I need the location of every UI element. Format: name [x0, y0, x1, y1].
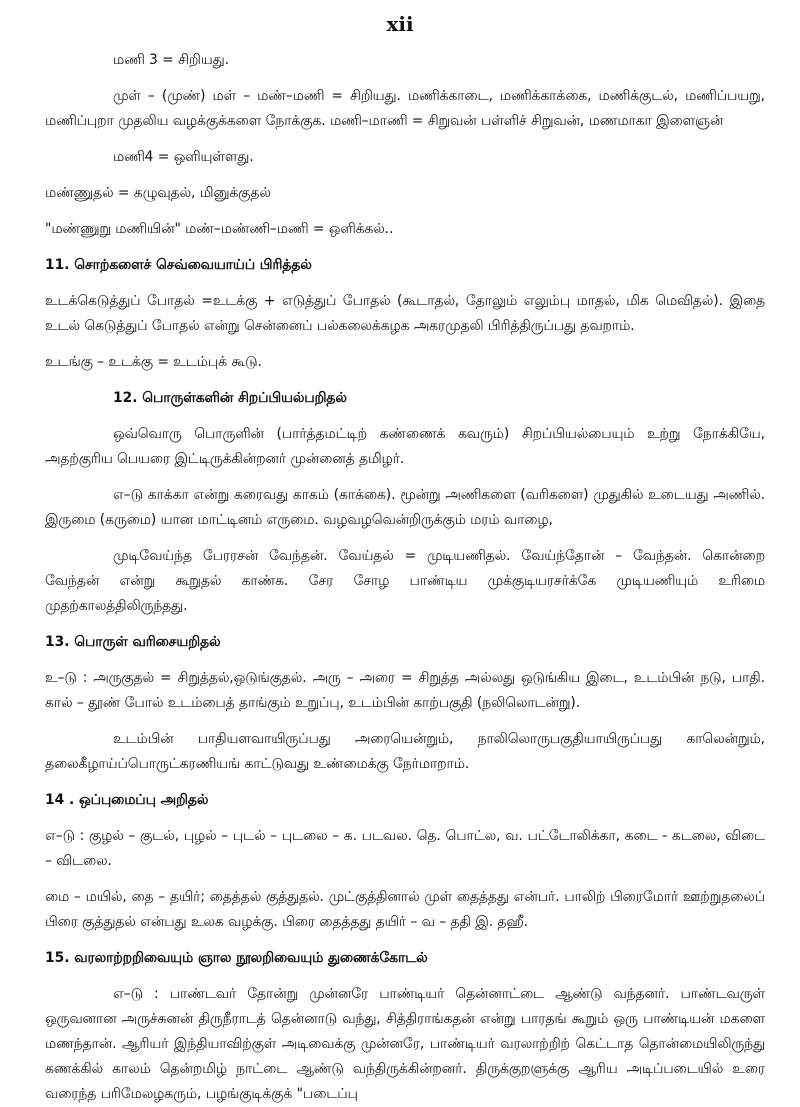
section-heading: 15. வரலாற்றறிவையும் ஞால நூலறிவையும் துணைக்கோடல்	[45, 950, 428, 966]
section-heading: 11. சொற்களைச் செவ்வையாய்ப் பிரித்தல்	[45, 257, 312, 273]
section-heading: 14 . ஒப்புமைப்பு அறிதல்	[45, 792, 209, 808]
paragraph: மண்ணுதல் = கழுவுதல், மினுக்குதல்	[45, 185, 271, 201]
paragraph: மணி 3 = சிறியது.	[113, 52, 229, 68]
paragraph: எ–டு காக்கா என்று கரைவது காகம் (காக்கை). மூன்று அணிகளை (வரிகளை) முதுகில் உடையது அணில். இருமை (கருமை) யான மாட்டினம் எருமை. வழவழவென்றிருக்கும் மரம் வாழை,	[45, 487, 765, 528]
paragraph: "மண்ணுறு மணியின்" மண்–மண்ணி–மணி = ஒளிக்கல்..	[45, 221, 394, 237]
paragraph: மணி4 = ஒளியுள்ளது.	[113, 149, 254, 165]
paragraph: எ–டு : பாண்டவர் தோன்று முன்னரே பாண்டியர் தென்னாட்டை ஆண்டு வந்தனர். பாண்டவருள் ஒருவனான அருச்சுனன் திருநீராடத் தென்னாடு வந்து, சித்திராங்கதன் என்று பாரதங் கூறும் ஒரு பாண்டியன் மகளை மணந்தான். ஆரியர் இந்தியாவிற்குள் அடிவைக்கு முன்னரே, பாண்டியர் வரலாற்றிற் கெட்டாத தொன்மையிலிருந்து கணக்கில் காலம் தென்றமிழ் நாட்டை ஆண்டு வந்திருக்கின்றனர். திருக்குறளுக்கு ஆரிய அடிப்படையில் உரை வரைந்த பரிமேலழகரும், பழங்குடிக்குக் "படைப்பு	[45, 986, 765, 1102]
page-number: xii	[386, 12, 414, 36]
paragraph: ஒவ்வொரு பொருளின் (பார்த்தமட்டிற் கண்ணைக் கவரும்) சிறப்பியல்பையும் உற்று நோக்கியே, அதற்குரிய பெயரை இட்டிருக்கின்றனர் முன்னைத் தமிழர்.	[45, 426, 765, 467]
paragraph: முடிவேய்ந்த பேரரசன் வேந்தன். வேய்தல் = முடியணிதல். வேய்ந்தோன் – வேந்தன். கொன்றை வேந்தன் என்று கூறுதல் காண்க. சேர சோழ பாண்டிய முக்குடியரசர்க்கே முடியணியும் உரிமை முதற்காலத்திலிருந்தது.	[45, 548, 765, 614]
page-body	[45, 48, 765, 1107]
paragraph: உ–டு : அருகுதல் = சிறுத்தல்,ஒடுங்குதல். அரு – அரை = சிறுத்த அல்லது ஒடுங்கிய இடை, உடம்பின் நடு, பாதி. கால் – தூண் போல் உடம்பைத் தாங்கும் உறுப்பு, உடம்பின் காற்பகுதி (நலிலொடன்று).	[45, 670, 765, 711]
section-heading: 12. பொருள்களின் சிறப்பியல்பறிதல்	[113, 390, 347, 406]
section-heading: 13. பொருள் வரிசையறிதல்	[45, 634, 221, 650]
paragraph: எ–டு : குழல் – குடல், புழல் – புடல் – புடலை – க. படவல. தெ. பொட்ல, வ. பட்டோலிக்கா, கடை - கடலை, விடை – விடலை.	[45, 828, 765, 869]
paragraph: மை – மயில், தை – தயிர்; தைத்தல் குத்துதல். முட்குத்தினால் முள் தைத்தது என்பர். பாலிற் பிரைமோர் ஊற்றுதலைப் பிரை குத்துதல் என்பது உலக வழக்கு. பிரை தைத்தது தயிர் – வ – ததி இ. தஹீ.	[45, 889, 765, 930]
paragraph: உடம்பின் பாதியளவாயிருப்பது அரையென்றும், நாலிலொருபகுதியாயிருப்பது காலென்றும், தலைகீழாய்ப்பொருட்கரணியங் காட்டுவது உண்மைக்கு நேர்மாறாம்.	[45, 731, 765, 772]
paragraph: முள் – (முண்) மள் – மண்–மணி = சிறியது. மணிக்காடை, மணிக்காக்கை, மணிக்குடல், மணிப்பயறு, மணிப்புறா முதலிய வழக்குக்களை நோக்குக. மணி–மாணி = சிறுவன் பள்ளிச் சிறுவன், மணமாகா இளைஞன்	[45, 88, 765, 129]
paragraph: உடங்கு – உடக்கு = உடம்புக் கூடு.	[45, 354, 262, 370]
paragraph: உடக்கெடுத்துப் போதல் =உடக்கு + எடுத்துப் போதல் (கூடாதல், தோலும் எலும்பு மாதல், மிக மெவிதல்). இதை உடல் கெடுத்துப் போதல் என்று சென்னைப் பல்கலைக்கழக அகரமுதலி பிரித்திருப்பது தவறாம்.	[45, 293, 765, 334]
